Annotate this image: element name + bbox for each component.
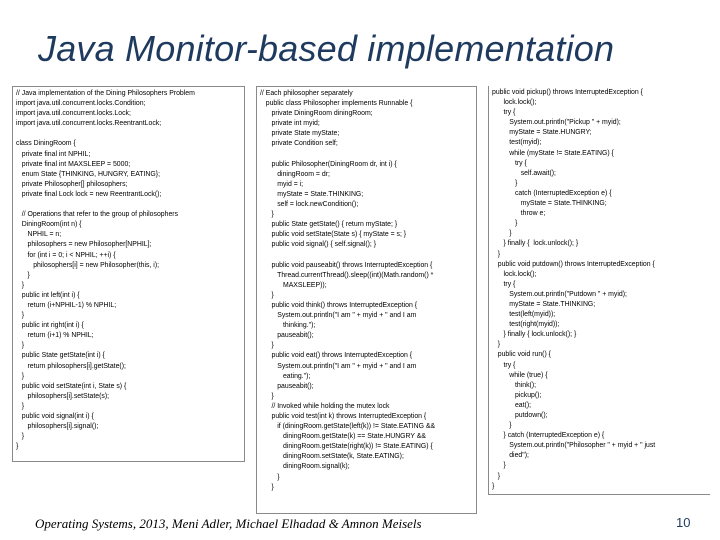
code-block-middle: // Each philosopher separately public class Philosopher implements Runnable { private DiningRoom diningRoom; private int myid; private State myState; private Condition self; public Philosopher(DiningRoom dr, int i) { diningRoom = dr; myid = i; myState = State.THINKING; self = lock.newCondition(); } public State getState() { return myState; } public void setState(State s) { myState = s; } public void signal() { self.signal(); } public void pauseabit() throws InterruptedException { Thread.currentThread().sleep((int)(Math.random() * MAXSLEEP)); } public void think() throws InterruptedException { System.out.println("I am " + myid + " and I am thinking."); pauseabit(); } public void eat() throws InterruptedException { System.out.println("I am " + myid + " and I am eating."); pauseabit(); } // Invoked while holding the mutex lock public void test(int k) throws InterruptedException { if (diningRoom.getState(left(k)) != State.EATING && diningRoom.getState(k) == State.HUNGRY && diningRoom.getState(right(k)) != State.EATING) { diningRoom.setState(k, State.EATING); diningRoom.signal(k); } }: [260, 90, 436, 491]
code-block-right: public void pickup() throws InterruptedException { lock.lock(); try { System.out.println("Pickup " + myid); myState = State.HUNGRY; test(myid); while (myState != State.EATING) { try { self.await(); } catch (InterruptedException e) { myState = State.THINKING; throw e; } } } finally { lock.unlock(); } } public void putdown() throws InterruptedException { lock.lock(); try { System.out.println("Putdown " + myid); myState = State.THINKING; test(left(myid)); test(right(myid)); } finally { lock.unlock(); } } public void run() { try { while (true) { think(); pickup(); eat(); putdown(); } } catch (InterruptedException e) { System.out.println("Philosopher " + myid + " just died"); } } }: [488, 86, 710, 495]
page-number: 10: [676, 515, 691, 530]
slide-title: Java Monitor-based implementation: [38, 28, 615, 69]
code-panel-methods: [488, 86, 710, 510]
slide-footer: Operating Systems, 2013, Meni Adler, Michael Elhadad & Amnon Meisels: [35, 516, 422, 531]
code-panel-dining-room: [12, 86, 245, 462]
code-panel-philosopher: [256, 86, 477, 514]
code-block-left: // Java implementation of the Dining Philosophers Problem import java.util.concurrent.locks.Condition; import java.util.concurrent.locks.Lock; import java.util.concurrent.locks.ReentrantLock; class DiningRoom { private final int NPHIL; private final int MAXSLEEP = 5000; enum State {THINKING, HUNGRY, EATING}; private Philosopher[] philosophers; private final Lock lock = new ReentrantLock(); // Operations that refer to the group of philosophers DiningRoom(int n) { NPHIL = n; philosophers = new Philosopher[NPHIL]; for (int i = 0; i < NPHIL; ++i) { philosophers[i] = new Philosopher(this, i); } } public int left(int i) { return (i+NPHIL-1) % NPHIL; } public int right(int i) { return (i+1) % NPHIL; } public State getState(int i) { return philosophers[i].getState(); } public void setState(int i, State s) { philosophers[i].setState(s); } public void signal(int i) { philosophers[i].signal(); } }: [16, 90, 195, 451]
